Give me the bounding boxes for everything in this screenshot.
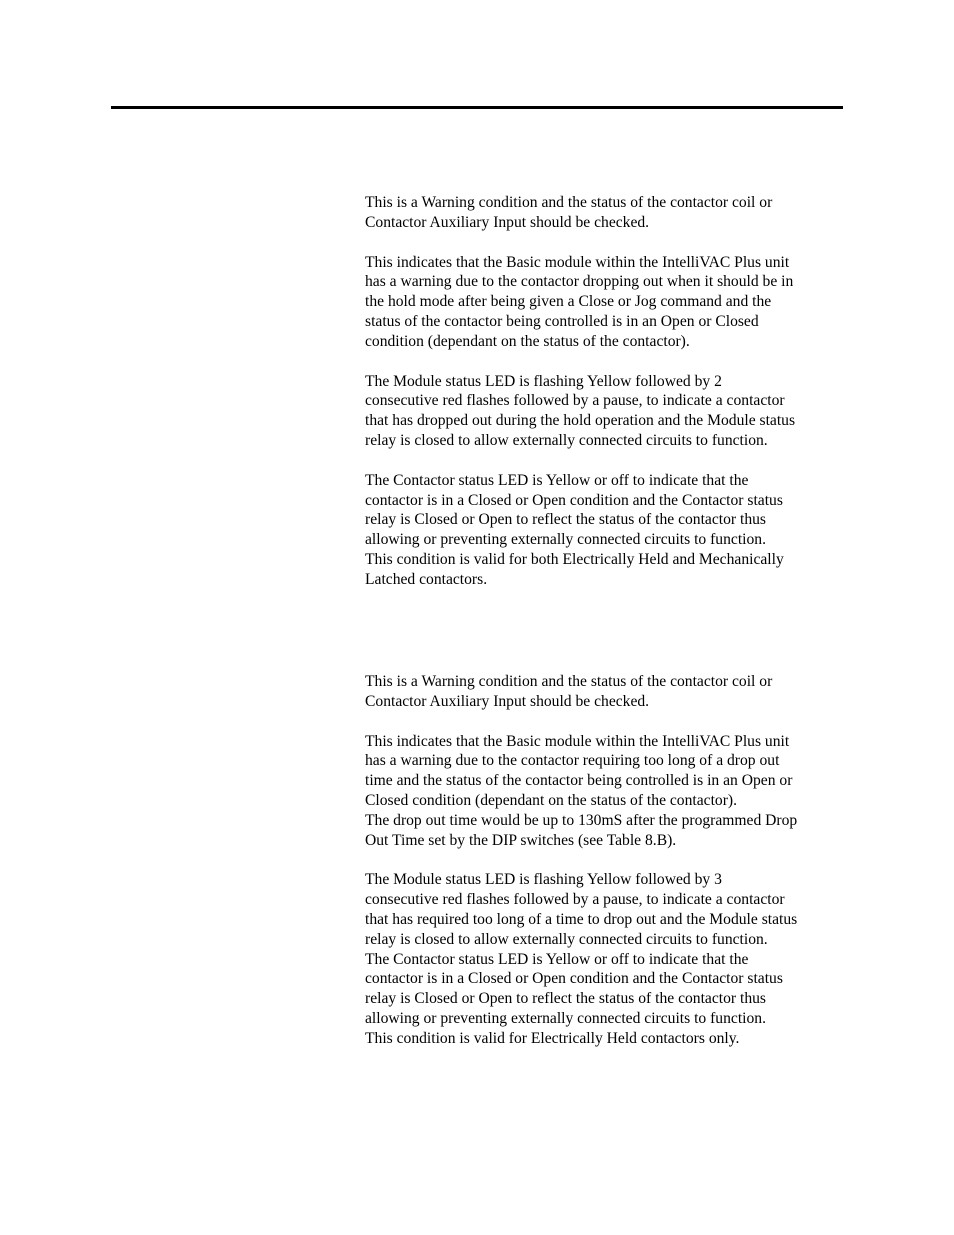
text-line: allowing or preventing externally connected circuits to function. [365,1009,766,1027]
text-line: The Contactor status LED is Yellow or off to indicate that the [365,471,749,489]
text-line: that has required too long of a time to drop out and the Module status [365,910,798,928]
paragraph-module-and-contactor-led [365,870,847,1048]
text-line: The Module status LED is flashing Yellow followed by 2 [365,372,722,390]
text-line: The drop out time would be up to 130mS after the programmed Drop [365,811,798,829]
text-line: The Contactor status LED is Yellow or off to indicate that the [365,950,749,968]
paragraph-warning-check [365,193,847,233]
text-line: has a warning due to the contactor requiring too long of a drop out [365,752,780,770]
text-line: Out Time set by the DIP switches (see Table 8.B). [365,831,677,849]
text-line: This is a Warning condition and the status of the contactor coil or [365,673,773,690]
paragraph-contactor-led [365,471,847,590]
text-line: Latched contactors. [365,570,488,588]
text-line: relay is closed to allow externally connected circuits to function. [365,431,768,449]
text-line: the hold mode after being given a Close or Jog command and the [365,293,772,311]
text-line: This condition is valid for both Electrically Held and Mechanically [365,550,784,568]
text-line: This is a Warning condition and the status of the contactor coil or [365,194,773,211]
warning-section-dropout-during-hold [365,193,847,590]
text-line: relay is closed to allow externally connected circuits to function. [365,930,768,948]
text-line: Closed condition (dependant on the status of the contactor). [365,791,737,809]
text-line: contactor is in a Closed or Open condition and the Contactor status [365,970,783,988]
text-line: relay is Closed or Open to reflect the status of the contactor thus [365,990,766,1008]
text-line: The Module status LED is flashing Yellow followed by 3 [365,871,722,889]
text-line: time and the status of the contactor being controlled is in an Open or [365,772,793,790]
warning-section-long-dropout-time [365,672,847,1049]
paragraph-warning-check [365,672,847,712]
text-line: This condition is valid for Electrically Held contactors only. [365,1029,740,1047]
header-rule [111,106,843,109]
text-line: that has dropped out during the hold operation and the Module status [365,412,796,430]
text-line: status of the contactor being controlled is in an Open or Closed [365,312,759,330]
text-line: consecutive red flashes followed by a pause, to indicate a contactor [365,891,785,909]
paragraph-indication [365,732,847,851]
text-line: Contactor Auxiliary Input should be checked. [365,692,650,710]
paragraph-module-led [365,372,847,451]
text-line: allowing or preventing externally connected circuits to function. [365,531,766,549]
text-line: condition (dependant on the status of the contactor). [365,332,690,350]
paragraph-indication [365,253,847,352]
text-line: contactor is in a Closed or Open condition and the Contactor status [365,491,783,509]
text-line: consecutive red flashes followed by a pause, to indicate a contactor [365,392,785,410]
text-line: This indicates that the Basic module within the IntelliVAC Plus unit [365,732,790,750]
text-line: has a warning due to the contactor dropping out when it should be in [365,273,794,291]
text-line: relay is Closed or Open to reflect the status of the contactor thus [365,511,766,529]
text-line: Contactor Auxiliary Input should be checked. [365,213,650,231]
text-line: This indicates that the Basic module within the IntelliVAC Plus unit [365,253,790,271]
